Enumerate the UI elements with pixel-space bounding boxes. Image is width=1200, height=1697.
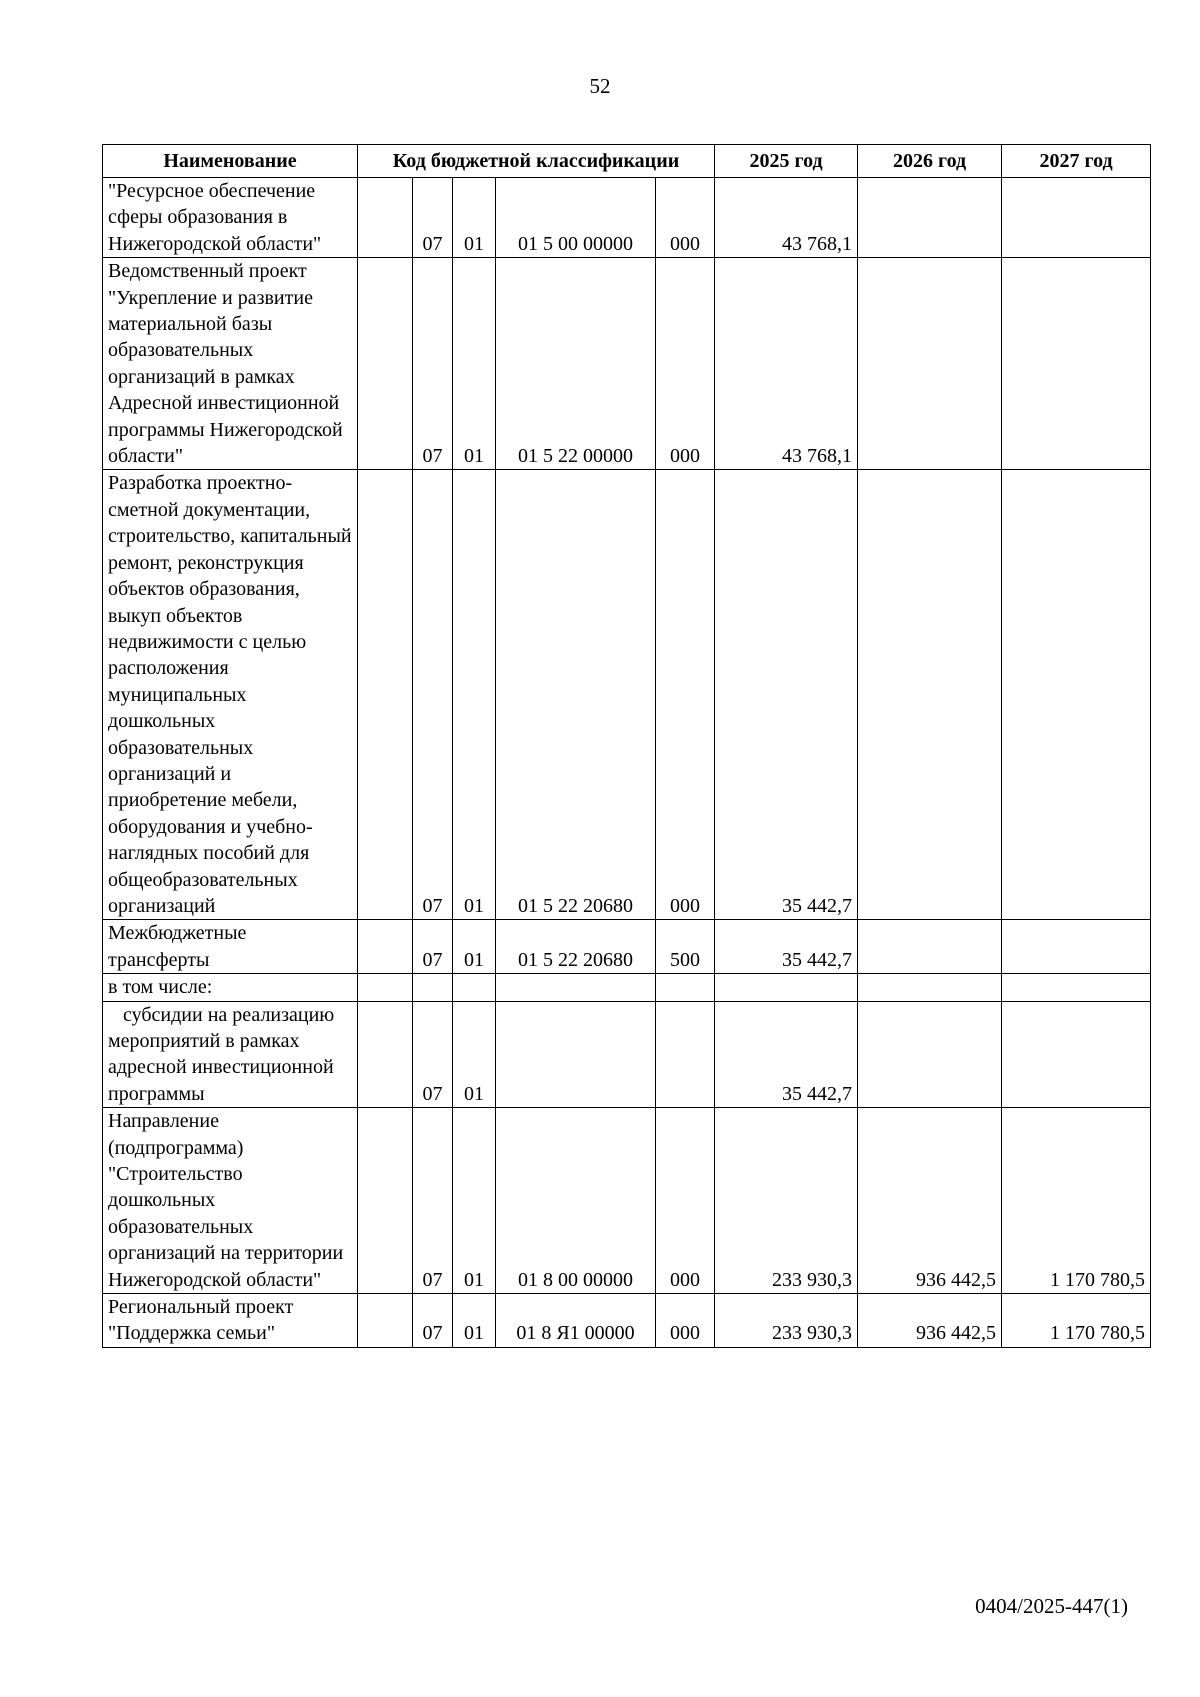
row-code-target: 01 8 00 00000 — [496, 1108, 656, 1294]
row-amount-2026: 936 442,5 — [858, 1294, 1002, 1348]
row-amount-2027 — [1002, 920, 1151, 974]
row-code-expense-type: 500 — [656, 920, 715, 974]
table-row — [103, 470, 1151, 920]
row-code-section: 07 — [413, 258, 453, 470]
row-name: Региональный проект "Поддержка семьи" — [103, 1294, 358, 1348]
row-code-section: 07 — [413, 920, 453, 974]
row-code-expense-type — [656, 974, 715, 1001]
row-code-blank — [358, 1294, 413, 1348]
header-code: Код бюджетной классификации — [358, 145, 715, 178]
row-code-target: 01 5 22 20680 — [496, 920, 656, 974]
row-amount-2025: 233 930,3 — [715, 1294, 858, 1348]
row-code-target: 01 5 00 00000 — [496, 178, 656, 258]
row-name: Межбюджетные трансферты — [103, 920, 358, 974]
row-amount-2025: 43 768,1 — [715, 258, 858, 470]
row-amount-2027 — [1002, 178, 1151, 258]
row-amount-2027 — [1002, 974, 1151, 1001]
table-header-row — [103, 145, 1151, 178]
row-amount-2025: 35 442,7 — [715, 920, 858, 974]
row-name: Направление (подпрограмма) "Строительство дошкольных образовательных организаций на территории Нижегородской области" — [103, 1108, 358, 1294]
row-amount-2026: 936 442,5 — [858, 1108, 1002, 1294]
row-code-blank — [358, 974, 413, 1001]
row-code-expense-type: 000 — [656, 1294, 715, 1348]
row-amount-2025: 35 442,7 — [715, 470, 858, 920]
row-code-section — [413, 974, 453, 1001]
row-code-subsection: 01 — [453, 258, 496, 470]
header-name: Наименование — [103, 145, 358, 178]
row-code-subsection: 01 — [453, 1001, 496, 1108]
row-code-subsection: 01 — [453, 920, 496, 974]
table-row — [103, 920, 1151, 974]
row-code-target: 01 5 22 20680 — [496, 470, 656, 920]
row-amount-2027 — [1002, 470, 1151, 920]
row-amount-2027: 1 170 780,5 — [1002, 1294, 1151, 1348]
row-amount-2026 — [858, 974, 1002, 1001]
row-amount-2026 — [858, 1001, 1002, 1108]
row-amount-2026 — [858, 920, 1002, 974]
row-amount-2026 — [858, 258, 1002, 470]
row-code-blank — [358, 178, 413, 258]
row-name: в том числе: — [103, 974, 358, 1001]
row-code-subsection: 01 — [453, 178, 496, 258]
row-name: "Ресурсное обеспечение сферы образования в Нижегородской области" — [103, 178, 358, 258]
row-code-target: 01 5 22 00000 — [496, 258, 656, 470]
row-amount-2027 — [1002, 258, 1151, 470]
row-name: субсидии на реализацию мероприятий в рамках адресной инвестиционной программы — [103, 1001, 358, 1108]
document-id: 0404/2025-447(1) — [975, 1594, 1128, 1618]
row-code-subsection: 01 — [453, 1108, 496, 1294]
table-row — [103, 258, 1151, 470]
row-code-target — [496, 974, 656, 1001]
row-code-subsection — [453, 974, 496, 1001]
budget-table — [102, 144, 1151, 1348]
row-amount-2025 — [715, 974, 858, 1001]
table-row — [103, 974, 1151, 1001]
header-2026: 2026 год — [858, 145, 1002, 178]
row-code-subsection: 01 — [453, 1294, 496, 1348]
row-code-expense-type: 000 — [656, 178, 715, 258]
header-2025: 2025 год — [715, 145, 858, 178]
table-row — [103, 1108, 1151, 1294]
table-row — [103, 1001, 1151, 1108]
row-amount-2027: 1 170 780,5 — [1002, 1108, 1151, 1294]
row-code-blank — [358, 470, 413, 920]
row-code-blank — [358, 1108, 413, 1294]
row-amount-2027 — [1002, 1001, 1151, 1108]
row-code-section: 07 — [413, 470, 453, 920]
header-2027: 2027 год — [1002, 145, 1151, 178]
row-amount-2025: 43 768,1 — [715, 178, 858, 258]
row-code-section: 07 — [413, 178, 453, 258]
row-amount-2025: 35 442,7 — [715, 1001, 858, 1108]
row-amount-2026 — [858, 178, 1002, 258]
row-code-blank — [358, 920, 413, 974]
row-code-expense-type — [656, 1001, 715, 1108]
row-code-section: 07 — [413, 1294, 453, 1348]
row-code-target — [496, 1001, 656, 1108]
table-row — [103, 1294, 1151, 1348]
row-code-blank — [358, 258, 413, 470]
row-name: Ведомственный проект "Укрепление и развитие материальной базы образовательных организаций в рамках Адресной инвестиционной программы Нижегородской области" — [103, 258, 358, 470]
row-code-section: 07 — [413, 1108, 453, 1294]
row-code-section: 07 — [413, 1001, 453, 1108]
row-amount-2026 — [858, 470, 1002, 920]
table-row — [103, 178, 1151, 258]
row-code-expense-type: 000 — [656, 1108, 715, 1294]
row-code-expense-type: 000 — [656, 470, 715, 920]
row-name: Разработка проектно-сметной документации, строительство, капитальный ремонт, реконструкция объектов образования, выкуп объектов недвижимости с целью расположения муниципальных дошкольных образовательных организаций и приобретение мебели, оборудования и учебно-наглядных пособий для общеобразовательных организаций — [103, 470, 358, 920]
row-code-subsection: 01 — [453, 470, 496, 920]
row-code-target: 01 8 Я1 00000 — [496, 1294, 656, 1348]
page-number: 52 — [589, 74, 611, 98]
row-code-blank — [358, 1001, 413, 1108]
row-amount-2025: 233 930,3 — [715, 1108, 858, 1294]
row-code-expense-type: 000 — [656, 258, 715, 470]
